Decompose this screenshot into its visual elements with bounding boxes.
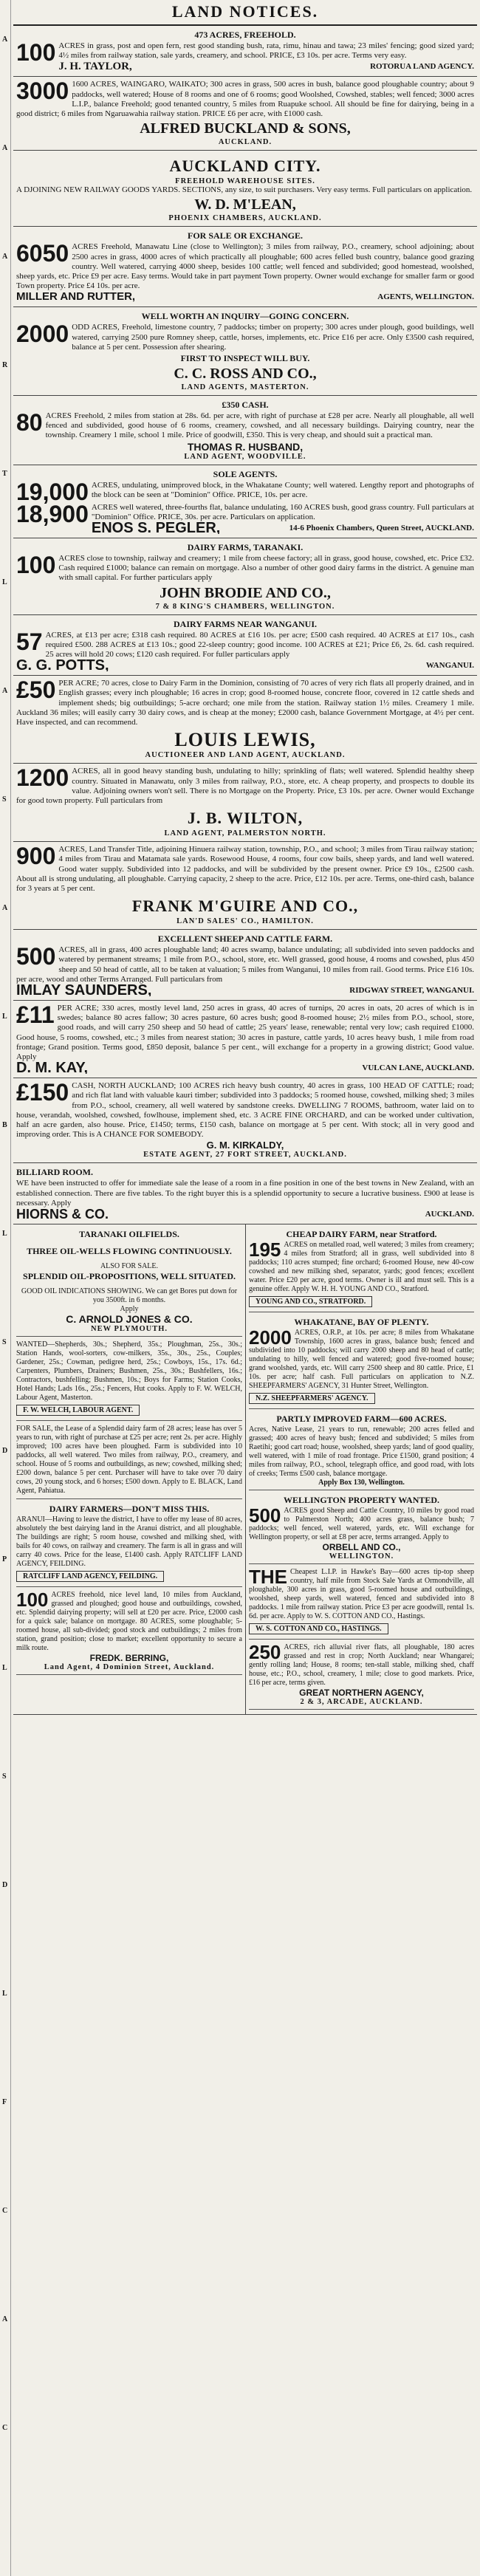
margin-fragment: R (2, 361, 8, 369)
ad-berring (16, 1589, 242, 1675)
advertiser-name: N.Z. SHEEPFARMERS' AGENCY. (249, 1393, 375, 1404)
ad-brodie (13, 538, 477, 615)
ad-saunders (13, 930, 477, 1001)
ad-line: GOOD OIL INDICATIONS SHOWING. We can get Bores put down for you 3500ft. in 6 months. (21, 1287, 238, 1304)
ad-lead-number: 100 (16, 552, 56, 579)
advertiser-name: ENOS S. PEGLER, (91, 522, 221, 535)
margin-fragment: A (2, 2315, 8, 2323)
ad-headline: FOR SALE OR EXCHANGE. (187, 230, 304, 242)
ad-lead-number: THE (249, 1565, 287, 1588)
ad-body: ACRES good Sheep and Cattle Country, 10 miles by good road to Palmerston North; 400 acres grass, balance bush; 7 paddocks; well fenced, well watered, yards, etc. Will exchange for Wellington property, or sell at £8 per acre, terms arranged. Apply to (249, 1506, 474, 1541)
ad-pegler (13, 465, 477, 538)
advertiser-name: D. M. KAY, (16, 1062, 89, 1075)
ad-ratcliff (16, 1501, 242, 1587)
ad-lead-number: 80 (16, 409, 43, 436)
margin-fragment: S (2, 1338, 7, 1346)
ad-body: ACRES Freehold, Manawatu Line (close to Wellington); 3 miles from railway, P.O., creamery, school adjoining; about 2500 acres in grass, 4000 acres of which practically all ploughable; 600 acres felled bush country, balance good grazing country. Well watered, carrying 4000 sheep, besides 100 cattle; well fenced and subdivided; good homestead, woolshed, sheep yards, etc. Price £9 per acre. Easy terms. Would take in part payment Town property. Owner would exchange for smaller farm or good Town property. Price £4 10s. per acre. (16, 242, 474, 291)
margin-fragment: A (2, 253, 8, 261)
ad-lead-number: £50 (16, 676, 56, 704)
margin-fragment: D (2, 1447, 8, 1455)
advertiser-address: LAND AGENT, WOODVILLE. (184, 452, 306, 461)
advertiser-name: F. W. WELCH, LABOUR AGENT. (16, 1405, 140, 1416)
ad-body: PER ACRE; 330 acres, mostly level land, 250 acres in grass, 40 acres of turnips, 20 acres in oats, 20 acres of which is in swedes; balance 80 acres fallow; 30 acres pasture, 60 acres bush; good 8-roomed house; 2½ miles from P.O., school, store, good roads, and will carry 250 sheep and 50 head of cattle; 25 years' lease, renewable; rental very low; cash required £1000. Good house, 5 rooms, cowshed, etc.; 3 miles from nearest station; 30 acres in pasture, cattle yards, 10 acres heavy bush, 1 mile from road frontage; Grand position. Terms good, £850 deposit, balance 5 per cent., will exchange for a property in a growing district; Good value. Apply (16, 1003, 474, 1061)
advertiser-name: IMLAY SAUNDERS, (16, 984, 152, 996)
ad-headline: AUCKLAND CITY. (169, 157, 321, 176)
ad-northern (249, 1642, 474, 1710)
advertiser-name: ALFRED BUCKLAND & SONS, (140, 120, 351, 137)
advertiser-address: WELLINGTON. (329, 1552, 394, 1561)
margin-fragment: A (2, 904, 8, 912)
advertiser-address: LAN'D SALES' CO., HAMILTON. (176, 917, 314, 926)
ad-body: ACRES freehold, nice level land, 10 miles from Auckland, grassed and ploughed; good house and outbuildings, cowshed, etc. Splendid dairying property; will sell at £20 per acre. Price, £2000 cash for a quick sale; balance on mortgage. 80 ACRES, some ploughable; 5-roomed house, all sub-divided; good stock and outbuildings; 2 miles from station, grand position; close to market; excellent opportunity to secure a milk route. (16, 1590, 242, 1652)
two-column-section (13, 1224, 477, 1715)
ad-lead-number: 2000 (249, 1326, 292, 1349)
ad-headline: CHEAP DAIRY FARM, near Stratford. (286, 1228, 437, 1239)
left-margin-column (0, 0, 11, 2576)
ad-headline: DAIRY FARMS, TARANAKI. (187, 542, 304, 553)
right-subcolumn (245, 1224, 477, 1714)
ad-buckland (13, 77, 477, 151)
ad-body: 1600 ACRES, WAINGARO, WAIKATO; 300 acres in grass, 500 acres in bush, balance good ploughable country; about 9 paddocks, well watered; House of 8 rooms and one of 6 rooms; good Woolshed, Cowshed, stables; well fenced; 3000 acres L.I.P., balance Freehold; good tenanted country, 5 miles from Ruapuke school. All should be fine for dairying, being in a good district; 6 miles from Ngaruawahia railway station. PRICE £6 per acre, with £1000 cash. (16, 80, 474, 119)
ad-headline: WELL WORTH AN INQUIRY—GOING CONCERN. (141, 311, 349, 322)
ad-body: ODD ACRES, Freehold, limestone country, 7 paddocks; timber on property; 300 acres under plough, good buildings, well watered, carrying 2500 pure Romney sheep, cattle, horses, implements, etc. Price £16 per acre. Only £3500 cash required, balance at 5 per cent. Possession after shearing. (72, 323, 474, 352)
advertiser-address: AUCKLAND. (425, 1209, 474, 1219)
advertiser-address: VULCAN LANE, AUCKLAND. (362, 1063, 474, 1073)
ad-body: ACRES close to township, railway and creamery; 1 mile from cheese factory; all in grass, good house, cowshed, etc. Price £32. Cash required £1000; balance can remain on mortgage. Also a number of other good dairy farms in the district. A genuine man with small capital. For further particulars apply (58, 554, 474, 583)
ad-lead-number: 500 (16, 943, 56, 970)
ad-mclean (13, 151, 477, 227)
advertiser-address: AGENTS, WELLINGTON. (377, 292, 474, 302)
advertiser-address: LAND AGENTS, MASTERTON. (181, 383, 309, 392)
ad-hiorns (13, 1163, 477, 1224)
advertiser-name: YOUNG AND CO., STRATFORD. (249, 1296, 372, 1307)
ad-lead-number: 900 (16, 843, 56, 870)
ad-splendid-lease (16, 1423, 242, 1499)
ad-lead-number: 100 (16, 39, 56, 66)
ad-wilton (13, 764, 477, 842)
ad-body: ACRES on metalled road, well watered; 3 miles from creamery; 4 miles from Stratford; all in grass, well subdivided into 8 paddocks; 110 acres stumped; fine orchard; 6-roomed House, new 40-cow cowshed and new milking shed, separator, yards; good fences; excellent water. Price £20 per acre, good terms. Owner is ill and must sell. This is a genuine offer. Apply W. H. H. YOUNG AND CO., Stratford. (249, 1240, 474, 1293)
ad-lewis (13, 676, 477, 764)
ad-partly-improved (249, 1411, 474, 1490)
ad-headline: DAIRY FARMS NEAR WANGANUI. (173, 618, 318, 629)
masthead: LAND NOTICES. (13, 0, 477, 26)
ad-body: WE have been instructed to offer for immediate sale the lease of a room in a fine position in one of the best towns in New Zealand, with an established connection. There are five tables. To the right buyer this is a splendid opportunity to secure a lucrative business. £900 at lease is necessary. Apply (16, 1179, 474, 1208)
advertiser-name: W. S. COTTON AND CO., HASTINGS. (249, 1623, 388, 1634)
ad-lead-number: 18,900 (16, 500, 89, 527)
advertiser-name: G. M. KIRKALDY, (206, 1140, 284, 1151)
advertiser-address: ROTORUA LAND AGENCY. (370, 62, 474, 72)
ad-body: ARANUI—Having to leave the district, I have to offer my lease of 80 acres, absolutely the best dairying land in the Aranui district, and all ploughable. The buildings are right; 5 room house, cowshed and milking shed, with bails for 40 cows, on railway and creamery. The farm is all in grass and will carry 40 cows. Price for the lease, £1400 cash. Apply RATCLIFF LAND AGENCY, FEILDING. (16, 1515, 242, 1568)
ad-miller-rutter (13, 227, 477, 307)
ad-potts (13, 615, 477, 676)
ad-wanted (16, 1339, 242, 1421)
margin-fragment: L (2, 578, 7, 586)
advertiser-name: THOMAS R. HUSBAND, (187, 440, 304, 453)
margin-fragment: B (2, 1121, 7, 1129)
ad-line: THREE OIL-WELLS FLOWING CONTINUOUSLY. (27, 1245, 232, 1256)
ad-young (249, 1227, 474, 1312)
ad-headline: TARANAKI OILFIELDS. (79, 1228, 179, 1239)
ad-line: SPLENDID OIL-PROPOSITIONS, WELL SITUATED. (23, 1270, 236, 1281)
advertiser-address: AUCKLAND. (218, 138, 272, 147)
advertiser-name: Apply Box 130, Wellington. (318, 1478, 405, 1487)
advertiser-name: JOHN BRODIE AND CO., (160, 584, 331, 601)
ad-subheadline: FREEHOLD WAREHOUSE SITES. (175, 177, 315, 186)
ad-oilfields (16, 1227, 242, 1337)
advertiser-name: G. G. POTTS, (16, 660, 109, 672)
ad-body: Acres, Native Lease, 21 years to run, renewable; 200 acres felled and grassed; 400 acres of heavy bush; fenced and subdivided; 5 miles from Raetihi; good cart road; house, woolshed, sheep yards; land of good quality, well watered, with 1 mile of road frontage. Price £1500, grand position; 4 miles from railway, P.O., school, telegraph office, and good road, with lots of creeks; Terms £500 cash, balance mortgage. (249, 1425, 474, 1478)
ad-body: Cheapest L.I.P. in Hawke's Bay—600 acres tip-top sheep country, half mile from Stock Sale Yards at Ormondville, all ploughable, 300 acres in grass, good 5-roomed house and outbuildings, woolshed, sheep yards, well watered, fenced and subdivided into 8 paddocks. 1 mile from railway station. Price £3 per acre goodwill, rental 1s. 6d. per acre. Apply to W. S. COTTON AND CO., Hastings. (249, 1567, 474, 1620)
ad-body: ACRES, all in grass, 400 acres ploughable land; 40 acres swamp, balance undulating; all subdivided into seven paddocks and watered by permanent streams; 1 mile from P.O., school, store, etc. Well grassed, good house, 4 rooms and cowshed, plus 450 sheep and 50 head of cattle, all to be taken at valuation; 5 miles from Wanganui, 10 miles from rail. Good terms. Price £16 10s. per acre, wood and other Terms Arranged. Full particulars from (16, 945, 474, 984)
margin-fragment: S (2, 1772, 7, 1781)
ad-taylor (13, 26, 477, 77)
ad-lead-number: 195 (249, 1238, 281, 1261)
advertiser-address: AUCTIONEER AND LAND AGENT, AUCKLAND. (145, 751, 346, 760)
ad-headline: DAIRY FARMERS—DON'T MISS THIS. (49, 1503, 210, 1514)
ad-lead-number: 6050 (16, 240, 69, 267)
advertiser-name: C. ARNOLD JONES & CO. (66, 1312, 193, 1325)
ad-headline: BILLIARD ROOM. (16, 1167, 94, 1178)
ad-body: ACRES, at £13 per acre; £318 cash required. 80 ACRES at £16 10s. per acre; £500 cash required. 40 ACRES at £17 10s., cash required £500. 288 ACRES at £13 10s.; good 22-sleep country; good income. 100 ACRES at £21; Price £6, 2s. 6d. cash required. 25 acres will hold 20 cows; £120 cash required. For fuller particulars apply (45, 630, 474, 660)
margin-fragment: L (2, 1013, 7, 1021)
ad-mcguire (13, 842, 477, 930)
ad-body: ACRES, all in good heavy standing bush, undulating to hilly; sprinkling of flats; well watered. Splendid healthy sheep country. Situated in Manawatu, only 3 miles from railway, P.O., store, etc. A cheap property, and prospects to double its value. Adjoining owners won't sell. There is no Mortgage on the Property. Price, £3 10s. per acre. Owner would Exchange for good town property. Full particulars from (16, 767, 474, 805)
margin-fragment: A (2, 144, 8, 152)
ad-kirkaldy (13, 1078, 477, 1163)
advertiser-name: W. D. M'LEAN, (194, 196, 296, 213)
ad-lead-number: 100 (16, 1588, 49, 1611)
margin-fragment: L (2, 1990, 7, 1998)
ad-lead-number: 2000 (16, 321, 69, 348)
ad-body: A DJOINING NEW RAILWAY GOODS YARDS. SECTIONS, any size, to suit purchasers. Very easy terms. Full particulars on application. (16, 185, 473, 195)
ad-lead-number: £11 (16, 1001, 55, 1028)
ad-headline: 473 ACRES, FREEHOLD. (194, 30, 296, 40)
advertiser-name: FRANK M'GUIRE AND CO., (131, 897, 359, 916)
ad-ross (13, 307, 477, 396)
advertiser-name: RATCLIFF LAND AGENCY, FEILDING. (16, 1571, 164, 1582)
ad-lead-number: 1200 (16, 764, 69, 792)
ad-line: ALSO FOR SALE. (100, 1261, 159, 1270)
ad-body: ACRES, undulating, unimproved block, in the Whakatane County; well watered. Lengthy report and photographs of the block can be seen at "Dominion" Office. PRICE, 10s. per acre. (91, 480, 474, 499)
advertiser-address: Land Agent, 4 Dominion Street, Auckland. (44, 1662, 215, 1671)
ad-body: WANTED—Shepherds, 30s.; Shepherd, 35s.; Ploughman, 25s., 30s.; Station Hands, wool-sorters, cow-milkers, 35s., 30s., 25s., Couples; Gardener, 25s.; Cowman, pedigree herd, 25s.; Cowboys, 15s., 17s. 6d.; Carpenters, Plumbers, Drainers; Bushmen, 25s., 30s.; Bushfellers, 16s.; Contractors, bushfelling; Bushmen, 10s.; Boys for Farms; Station Cooks, Hotel Hands; Lads 16s., 25s.; Fencers, Hut cooks. Apply to F. W. WELCH, Labour Agent, Masterton. (16, 1340, 242, 1402)
ad-headline: WHAKATANE, BAY OF PLENTY. (294, 1316, 429, 1327)
land-notices-column (13, 0, 477, 1715)
ad-headline: EXCELLENT SHEEP AND CATTLE FARM. (157, 934, 333, 945)
ad-apply: Apply (120, 1304, 139, 1313)
margin-fragment: C (2, 2424, 8, 2432)
advertiser-name: C. C. ROSS AND CO., (174, 366, 317, 383)
advertiser-address: ESTATE AGENT, 27 FORT STREET, AUCKLAND. (143, 1151, 347, 1159)
advertiser-address: PHOENIX CHAMBERS, AUCKLAND. (168, 214, 322, 223)
ad-lead-number: £150 (16, 1079, 69, 1106)
advertiser-address: 14-6 Phoenix Chambers, Queen Street, AUCKLAND. (289, 524, 474, 533)
margin-fragment: S (2, 795, 7, 804)
advertiser-name: ORBELL AND CO., (322, 1541, 401, 1552)
advertiser-address: NEW PLYMOUTH. (90, 1324, 168, 1333)
advertiser-address: 2 & 3, ARCADE, AUCKLAND. (300, 1697, 423, 1706)
advertiser-address: WANGANUI. (425, 661, 474, 671)
ad-body: ACRES Freehold, 2 miles from station at 28s. 6d. per acre, with right of purchase at £28 per acre. Nearly all ploughable, all well fenced and subdivided, good house of 6 rooms, creamery, cowshed, and all necessary buildings. Dairying country, near the township. Creamery 1 mile, school 1 mile. Price of goodwill, £350. This is very cheap, and should suit a practical man. (45, 411, 474, 440)
ad-body: ACRES in grass, post and open fern, rest good standing bush, rata, rimu, hinau and tawa; 23 miles' fencing; good sized yard; 4½ miles from railway station, sale yards, creamery, and school. PRICE, £3 10s. per acre. Terms very easy. (58, 41, 474, 61)
margin-fragment: P (2, 1555, 7, 1563)
margin-fragment: L (2, 1664, 7, 1672)
margin-fragment: C (2, 2207, 8, 2215)
ad-orbell (249, 1493, 474, 1564)
ad-body: PER ACRE; 70 acres, close to Dairy Farm in the Dominion, consisting of 70 acres of very rich flats all properly drained, and in English grasses; every inch ploughable; 16 acres in crop; good 8-roomed house, concrete floor, covered in 12 cattle sheds and implement sheds; big outbuildings; 5-acre orchard; one mile from the station. Railway station 1½ miles. Creamery 1 mile. Auckland 36 miles; will easily carry 30 dairy cows, and is cheap at the money; £2000 cash, balance Government Mortgage, at 4½ per cent. Have inspected, and can recommend. (16, 679, 474, 727)
ad-headline: SOLE AGENTS. (213, 468, 278, 479)
margin-fragment: L (2, 1230, 7, 1238)
ad-headline: WELLINGTON PROPERTY WANTED. (283, 1494, 440, 1505)
ad-husband (13, 396, 477, 465)
advertiser-name: LOUIS LEWIS, (174, 729, 316, 751)
advertiser-name: FREDK. BERRING, (89, 1652, 169, 1663)
ad-body: CASH, NORTH AUCKLAND; 100 ACRES rich heavy bush country, 40 acres in grass, 100 HEAD OF CATTLE; road; and rich flat land with valuable kauri timber; subdivided into 3 paddocks; 5 roomed house, cowshed, milking shed; 3 miles from P.O., school, creamery, all well watered by sandstone creeks. DWELLING 7 ROOMS, bathroom, water laid on to house, verandah, woolshed, cowshed, fowlhouse, implement shed, etc. 3 ACRE FINE ORCHARD, and can be worked under cultivation, half an acre garden, also house. Price, £1450; terms, £150 cash, balance on mortgage at 5 per cent. With stock; all in very good and improving order. This is A CHANCE FOR SOMEBODY. (16, 1081, 474, 1140)
ad-whakatane (249, 1315, 474, 1409)
margin-fragment: T (2, 470, 7, 478)
ad-lead-number: 500 (249, 1504, 281, 1527)
ad-lead-number: 3000 (16, 78, 69, 105)
margin-fragment: F (2, 2098, 7, 2106)
ad-kay (13, 1001, 477, 1078)
advertiser-name: HIORNS & CO. (16, 1208, 109, 1220)
ad-cotton (249, 1566, 474, 1640)
margin-fragment: A (2, 687, 8, 695)
advertiser-name: MILLER AND RUTTER, (16, 291, 136, 304)
advertiser-name: J. H. TAYLOR, (58, 61, 132, 73)
left-subcolumn (13, 1224, 245, 1714)
ad-lead-number: 57 (16, 628, 43, 655)
advertiser-name: GREAT NORTHERN AGENCY, (299, 1687, 424, 1698)
ad-body: ACRES, O.R.P., at 10s. per acre; 8 miles from Whakatane Township, 1600 acres in grass, balance bush; fenced and subdivided into 10 paddocks; will carry 2000 sheep and 80 head of cattle; undulating to hilly, well fenced and watered; good five-roomed house; grand woolshed, yards, etc. Will carry 2500 sheep and 80 cattle. Price, £1 10s. per acre; half cash. Full particulars on application to N.Z. SHEEPFARMERS' AGENCY, 31 Hunter Street, Wellington. (249, 1328, 474, 1390)
ad-body: ACRES, rich alluvial river flats, all ploughable, 180 acres grassed and rest in crop; North Auckland; near Whangarei; gently rolling land; House, 8 rooms; ten-stall stable, milking shed, chaff house, etc.; P.O., school, creamery, 1 mile; close to good markets. Price, £16 per acre, terms given. (249, 1642, 474, 1687)
ad-lead-number: 19,000 (16, 478, 89, 505)
margin-fragment: D (2, 1881, 8, 1889)
advertiser-address: RIDGWAY STREET, WANGANUI. (349, 985, 474, 995)
ad-note: FIRST TO INSPECT WILL BUY. (180, 353, 310, 364)
ad-body: ACRES well watered, three-fourths flat, balance undulating, 160 ACRES bush, good grass country. Full particulars at "Dominion" Office. PRICE, 30s. per acre. Particulars on application. (91, 502, 474, 521)
advertiser-name: J. B. WILTON, (187, 809, 304, 828)
ad-body: FOR SALE, the Lease of a Splendid dairy farm of 28 acres; lease has over 5 years to run, with right of purchase at £25 per acre; rent 2s. per acre. Highly improved; 100 acres have been ploughed. Farm is subdivided into 10 paddocks, all well watered. Two miles from railway, P.O., creamery, and school. House of 5 rooms and outbuildings, as new; cowshed, milking shed; £200 down, balance 5 per cent. Purchaser will have to take over 70 dairy cows, 20 young stock, and 6 horses; £500 down. Apply to E. BLACK, Land Agent, Pahiatua. (16, 1424, 242, 1495)
ad-headline: PARTLY IMPROVED FARM—600 ACRES. (276, 1413, 447, 1424)
advertiser-address: 7 & 8 KING'S CHAMBERS, WELLINGTON. (155, 602, 335, 611)
advertiser-address: LAND AGENT, PALMERSTON NORTH. (164, 829, 326, 838)
ad-body: ACRES, Land Transfer Title, adjoining Hinuera railway station, township, P.O., and school; 3 miles from Tirau railway station; 4 miles from Tirau and Matamata sale yards. Rosewood House, 4 rooms, four cow bails, sheep yards, and land well watered. Good water supply. Subdivided into 12 paddocks, and will be subdivided by the present owner. Price £9 10s., £2500 cash. About all is strong undulating, all ploughable. Carrying capacity, 2 sheep to the acre. Price, £12 10s. per acre. Terms, one-third cash, balance for 3 years at 5 per cent. (16, 845, 474, 893)
ad-headline: £350 CASH. (222, 400, 269, 411)
ad-lead-number: 250 (249, 1640, 281, 1663)
margin-fragment: A (2, 35, 8, 44)
